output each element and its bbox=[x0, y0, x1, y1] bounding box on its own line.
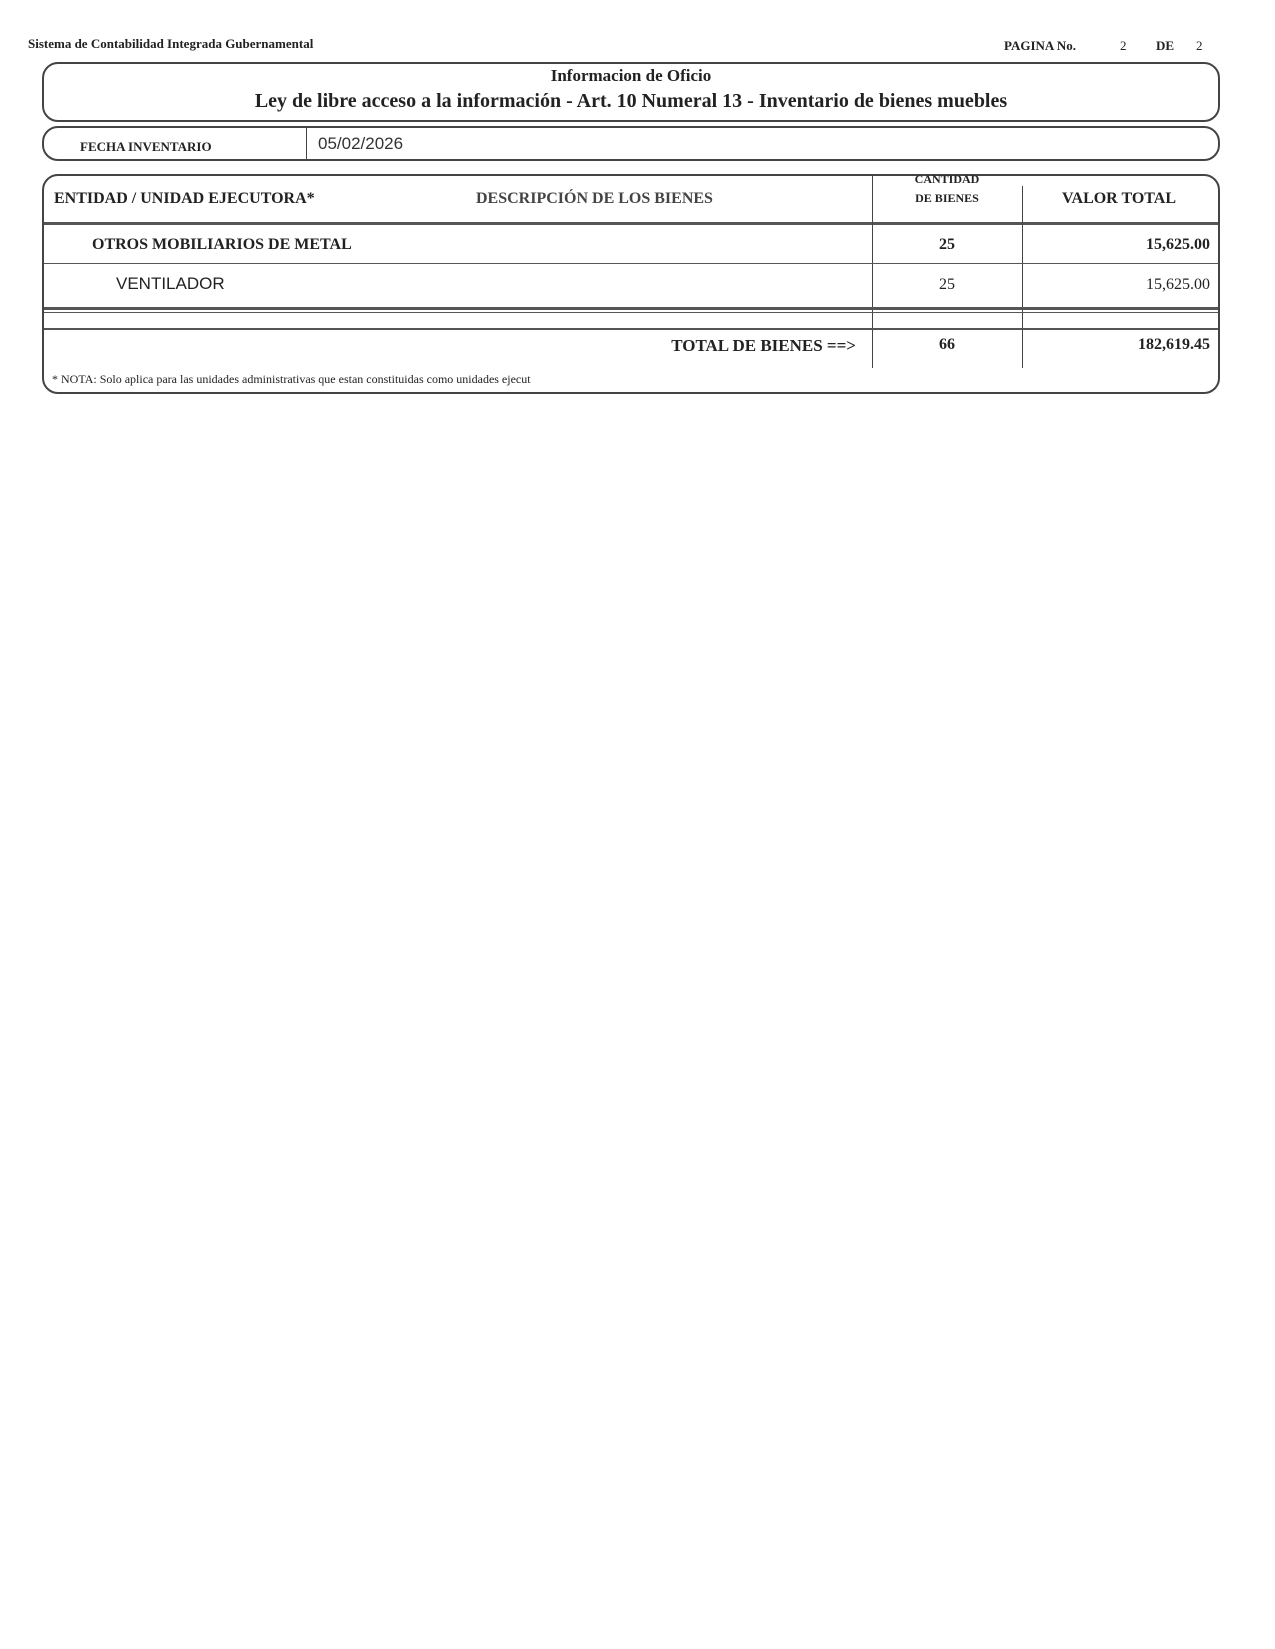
fecha-value: 05/02/2026 bbox=[318, 134, 404, 153]
row-2-cantidad: 25 bbox=[939, 276, 955, 293]
row-2-description: VENTILADOR bbox=[116, 274, 225, 293]
row-2-valor: 15,625.00 bbox=[1146, 276, 1210, 293]
col-valor: VALOR TOTAL bbox=[1062, 190, 1176, 207]
table-note: * NOTA: Solo aplica para las unidades administrativas que estan constituidas como unidades ejecut bbox=[52, 372, 531, 386]
total-label: TOTAL DE BIENES ==> bbox=[671, 336, 856, 355]
row-divider bbox=[44, 263, 1218, 264]
col-divider-2 bbox=[1022, 186, 1023, 368]
fecha-label: FECHA INVENTARIO bbox=[80, 139, 212, 154]
col-entidad: ENTIDAD / UNIDAD EJECUTORA* bbox=[54, 190, 315, 207]
page-label: PAGINA No. bbox=[1004, 38, 1076, 53]
double-line-bottom bbox=[44, 312, 1218, 313]
col-descripcion: DESCRIPCIÓN DE LOS BIENES bbox=[476, 190, 713, 207]
fecha-box bbox=[42, 126, 1220, 161]
col-cantidad-line1: CANTIDAD bbox=[914, 172, 980, 186]
row-1-description: OTROS MOBILIARIOS DE METAL bbox=[92, 236, 352, 253]
header-divider bbox=[44, 222, 1218, 225]
row-1-valor: 15,625.00 bbox=[1146, 236, 1210, 253]
page-total: 2 bbox=[1196, 38, 1203, 53]
total-divider bbox=[44, 328, 1218, 330]
title-line1: Informacion de Oficio bbox=[550, 66, 712, 85]
col-cantidad bbox=[872, 170, 1022, 208]
col-cantidad-line2: DE BIENES bbox=[915, 191, 979, 205]
title-box bbox=[42, 62, 1220, 122]
double-line-top bbox=[44, 307, 1218, 310]
inventory-table bbox=[42, 174, 1220, 394]
total-cantidad: 66 bbox=[939, 336, 955, 353]
fecha-divider bbox=[306, 128, 307, 159]
row-1-cantidad: 25 bbox=[939, 236, 955, 253]
of-label: DE bbox=[1156, 38, 1175, 53]
page-number: 2 bbox=[1120, 38, 1127, 53]
total-valor: 182,619.45 bbox=[1138, 336, 1210, 353]
system-name: Sistema de Contabilidad Integrada Gubernamental bbox=[28, 36, 314, 51]
title-line2: Ley de libre acceso a la información - Art. 10 Numeral 13 - Inventario de bienes muebles bbox=[254, 90, 1008, 112]
